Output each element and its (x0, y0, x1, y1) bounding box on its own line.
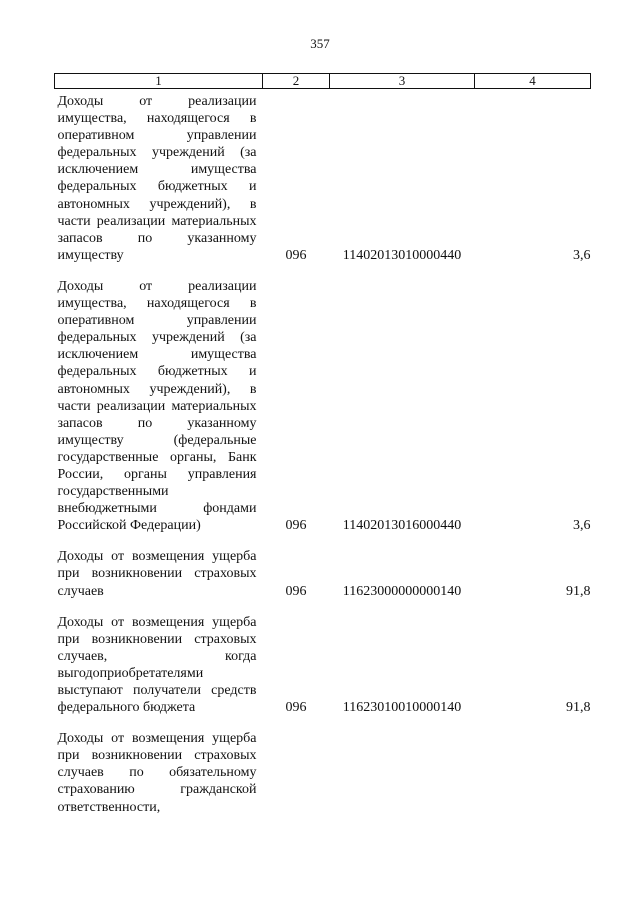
table-row (55, 610, 591, 717)
table-row (55, 274, 591, 534)
revenue-description: Доходы от возмещения ущерба при возникновении страховых случаев по обязательному страхованию гражданской ответственности, (57, 731, 257, 815)
table-row (55, 544, 591, 599)
row-spacer (55, 600, 591, 610)
admin-code: 096 (285, 583, 307, 599)
budget-classification-code: 11402013016000440 (342, 518, 462, 534)
budget-classification-code: 11623010010000140 (342, 700, 462, 716)
amount (475, 726, 591, 815)
revenue-description: Доходы от возмещения ущерба при возникновении страховых случаев, когда выгодоприобретателями выступают получатели средств федерального бюджета (57, 614, 257, 716)
budget-classification-code: 11623000000000140 (342, 583, 462, 599)
page-number: 357 (310, 36, 330, 51)
row-spacer (55, 716, 591, 726)
amount: 3,6 (573, 518, 591, 534)
column-header-4: 4 (475, 74, 591, 89)
column-header-3: 3 (330, 74, 475, 89)
column-header-1: 1 (55, 74, 263, 89)
admin-code (263, 726, 330, 815)
budget-classification-code: 11402013010000440 (342, 247, 462, 263)
table-row (55, 89, 591, 264)
column-header-2: 2 (263, 74, 330, 89)
admin-code: 096 (285, 700, 307, 716)
admin-code: 096 (285, 518, 307, 534)
table-row (55, 726, 591, 815)
budget-revenue-table (54, 73, 591, 816)
amount: 91,8 (566, 583, 591, 599)
table-header (55, 74, 591, 89)
revenue-description: Доходы от реализации имущества, находящегося в оперативном управлении федеральных учреждений (за исключением имущества федеральных бюджетных и автономных учреждений), в части реализации материальных запасов по указанному имуществу (федеральные государственные органы, Банк России, органы управления государственными внебюджетными фондами Российской Федерации) (57, 278, 257, 534)
amount: 91,8 (566, 700, 591, 716)
table-body (55, 89, 591, 816)
row-spacer (55, 534, 591, 544)
header-row (55, 74, 591, 89)
amount: 3,6 (573, 247, 591, 263)
revenue-description: Доходы от реализации имущества, находящегося в оперативном управлении федеральных учреждений (за исключением имущества федеральных бюджетных и автономных учреждений), в части реализации материальных запасов по указанному имуществу (57, 94, 257, 263)
revenue-description: Доходы от возмещения ущерба при возникновении страховых случаев (57, 549, 257, 599)
row-spacer (55, 264, 591, 274)
admin-code: 096 (285, 247, 307, 263)
budget-classification-code (330, 726, 475, 815)
